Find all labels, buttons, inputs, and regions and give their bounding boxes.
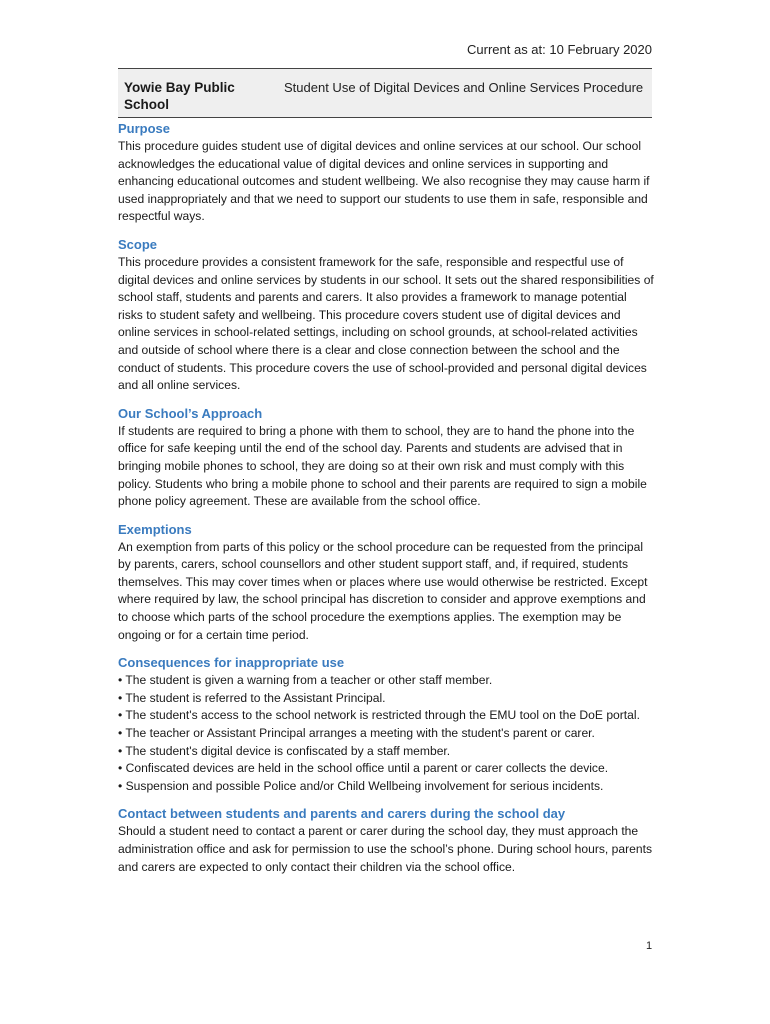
document-title: Student Use of Digital Devices and Online Services Procedure: [284, 80, 644, 95]
purpose-body: This procedure guides student use of digital devices and online services at our school. Our school acknowledges the educational value of digital devices and online services in supporting and enhancing educational outcomes and student wellbeing. We also recognise they may cause harm if used inappropriately and that we need to support our students to use them in safe, responsible and respectful ways.: [118, 139, 650, 224]
list-item: • The student is given a warning from a teacher or other staff member.: [118, 672, 654, 690]
list-item: • The student's digital device is confiscated by a staff member.: [118, 743, 654, 761]
list-item: • The student's access to the school network is restricted through the EMU tool on the DoE portal.: [118, 707, 654, 725]
document-header: [118, 68, 652, 118]
consequences-list: [118, 672, 654, 795]
contact-body: Should a student need to contact a parent or carer during the school day, they must approach the administration office and ask for permission to use the school’s phone. During school hours, parents and carers are expected to only contact their children via the school office.: [118, 824, 652, 874]
school-name-line2: School: [124, 97, 170, 112]
scope-heading: Scope: [118, 236, 158, 252]
list-item: • The student is referred to the Assistant Principal.: [118, 690, 654, 708]
approach-heading: Our School’s Approach: [118, 405, 263, 421]
consequences-heading: Consequences for inappropriate use: [118, 655, 345, 671]
document-content: [118, 120, 654, 876]
current-as-at: Current as at: 10 February 2020: [467, 42, 652, 57]
school-name-line1: Yowie Bay Public: [124, 80, 235, 95]
list-item: • The teacher or Assistant Principal arranges a meeting with the student's parent or carer.: [118, 725, 654, 743]
exemptions-heading: Exemptions: [118, 521, 192, 537]
school-name: [124, 79, 274, 113]
list-item: • Confiscated devices are held in the school office until a parent or carer collects the device.: [118, 760, 654, 778]
page-number: 1: [646, 940, 653, 952]
purpose-heading: Purpose: [118, 121, 171, 136]
contact-heading: Contact between students and parents and carers during the school day: [118, 806, 566, 822]
list-item: • Suspension and possible Police and/or Child Wellbeing involvement for serious incidents.: [118, 778, 654, 796]
exemptions-body: An exemption from parts of this policy or the school procedure can be requested from the principal by parents, carers, school counsellors and other student support staff, and, if required, students themselves. This may cover times when or places where use would otherwise be restricted. Except where required by law, the school principal has discretion to consider and approve exemptions and to choose which parts of the school procedure the exemptions applies. The exemption may be ongoing or for a certain time period.: [118, 539, 648, 642]
scope-body: This procedure provides a consistent framework for the safe, responsible and respectful use of digital devices and online services by students in our school. It sets out the shared responsibilities of school staff, students and parents and carers. It also provides a framework to manage potential risks to student safety and wellbeing. This procedure covers student use of digital devices and online services in school-related settings, including on school grounds, at school-related activities and outside of school where there is a clear and close connection between the school and the conduct of students. This procedure covers the use of school-provided and personal digital devices and all online services.: [118, 254, 654, 393]
approach-body: If students are required to bring a phone with them to school, they are to hand the phone into the office for safe keeping until the end of the school day. Parents and students are advised that in bringing mobile phones to school, they are doing so at their own risk and must comply with this policy. Students who bring a mobile phone to school and their parents are required to sign a mobile phone policy agreement. These are available from the school office.: [118, 423, 647, 509]
